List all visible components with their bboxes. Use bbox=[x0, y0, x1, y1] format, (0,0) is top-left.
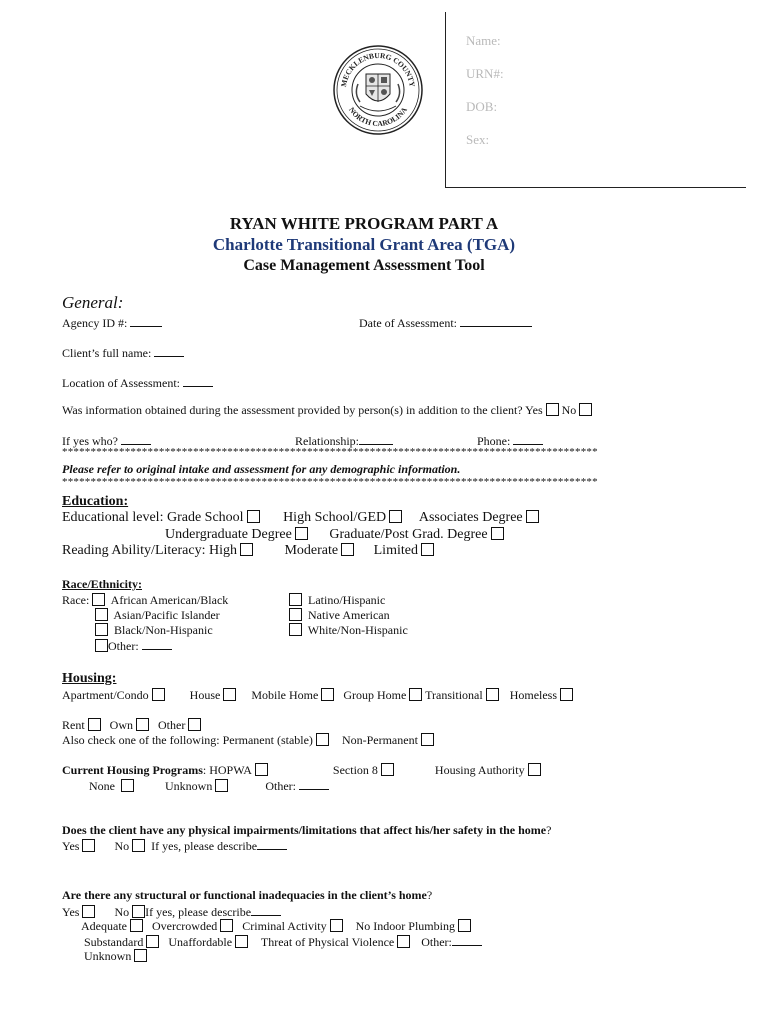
agency-id-field[interactable] bbox=[130, 315, 162, 327]
programs-other-label: Other: bbox=[265, 779, 296, 793]
date-assessment-field[interactable] bbox=[460, 315, 532, 327]
associates-checkbox[interactable] bbox=[526, 510, 539, 523]
structural-yes-label: Yes bbox=[62, 905, 80, 919]
group-home-label: Group Home bbox=[343, 688, 407, 702]
location-label: Location of Assessment: bbox=[62, 376, 180, 390]
rent-checkbox[interactable] bbox=[88, 718, 101, 731]
impairments-describe-field[interactable] bbox=[257, 838, 287, 850]
associates-label: Associates Degree bbox=[418, 510, 523, 525]
no-plumbing-checkbox[interactable] bbox=[458, 919, 471, 932]
housing-authority-label: Housing Authority bbox=[434, 763, 525, 777]
race-other-label: Other: bbox=[108, 639, 139, 653]
graduate-checkbox[interactable] bbox=[491, 527, 504, 540]
education-heading: Education: bbox=[62, 494, 129, 509]
substandard-label: Substandard bbox=[84, 935, 144, 949]
impairments-question: Does the client have any physical impairments/limitations that affect his/her safety in the home bbox=[62, 823, 547, 837]
divider-stars-bottom: ********************************************************************************************** bbox=[62, 476, 598, 488]
general-heading: General: bbox=[62, 293, 124, 312]
info-yes-label: Yes bbox=[525, 403, 543, 417]
permanent-checkbox[interactable] bbox=[316, 733, 329, 746]
criminal-label: Criminal Activity bbox=[242, 919, 327, 933]
hopwa-checkbox[interactable] bbox=[255, 763, 268, 776]
mobile-home-checkbox[interactable] bbox=[321, 688, 334, 701]
homeless-label: Homeless bbox=[509, 688, 558, 702]
undergrad-label: Undergraduate Degree bbox=[165, 527, 292, 542]
structural-yes-checkbox[interactable] bbox=[82, 905, 95, 918]
patient-id-box bbox=[445, 12, 746, 188]
section8-label: Section 8 bbox=[332, 763, 378, 777]
native-american-checkbox[interactable] bbox=[289, 608, 302, 621]
unaffordable-checkbox[interactable] bbox=[235, 935, 248, 948]
overcrowded-checkbox[interactable] bbox=[220, 919, 233, 932]
date-assessment-label: Date of Assessment: bbox=[359, 316, 457, 330]
refer-note: Please refer to original intake and assessment for any demographic information. bbox=[62, 462, 461, 476]
white-non-hispanic-label: White/Non-Hispanic bbox=[307, 623, 408, 637]
adequate-label: Adequate bbox=[81, 919, 127, 933]
non-permanent-label: Non-Permanent bbox=[341, 733, 418, 747]
relationship-field[interactable] bbox=[359, 433, 393, 445]
title-tool: Case Management Assessment Tool bbox=[243, 257, 485, 274]
apartment-label: Apartment/Condo bbox=[62, 688, 149, 702]
client-name-label: Client’s full name: bbox=[62, 346, 152, 360]
housing-programs-label: Current Housing Programs bbox=[62, 763, 203, 777]
id-dob-label: DOB: bbox=[466, 99, 498, 114]
structural-question: Are there any structural or functional inadequacies in the client’s home bbox=[62, 888, 427, 902]
structural-other-field[interactable] bbox=[452, 934, 482, 946]
high-school-checkbox[interactable] bbox=[389, 510, 402, 523]
race-black-row bbox=[92, 623, 213, 638]
race-african-row bbox=[62, 593, 228, 608]
impairments-no-checkbox[interactable] bbox=[132, 839, 145, 852]
impairments-question-row bbox=[62, 823, 551, 838]
group-home-checkbox[interactable] bbox=[409, 688, 422, 701]
race-other-row bbox=[92, 638, 172, 654]
structural-answer-row bbox=[62, 904, 281, 920]
impairments-yes-label: Yes bbox=[62, 839, 80, 853]
african-american-checkbox[interactable] bbox=[92, 593, 105, 606]
location-row bbox=[62, 375, 213, 391]
agency-id-label: Agency ID #: bbox=[62, 316, 128, 330]
id-name-label: Name: bbox=[466, 33, 501, 48]
county-seal-graphic bbox=[332, 44, 424, 136]
transitional-label: Transitional bbox=[425, 688, 483, 702]
no-plumbing-label: No Indoor Plumbing bbox=[355, 919, 455, 933]
own-label: Own bbox=[109, 718, 134, 732]
asian-checkbox[interactable] bbox=[95, 608, 108, 621]
impairments-describe-label: If yes, please describe bbox=[151, 839, 258, 853]
transitional-checkbox[interactable] bbox=[486, 688, 499, 701]
divider-stars-top: ********************************************************************************************** bbox=[62, 446, 598, 458]
race-label: Race: bbox=[62, 593, 90, 607]
title-program: RYAN WHITE PROGRAM PART A bbox=[229, 214, 499, 233]
location-field[interactable] bbox=[183, 375, 213, 387]
if-yes-who-label: If yes who? bbox=[62, 434, 118, 448]
race-heading: Race/Ethnicity: bbox=[62, 577, 142, 591]
relationship-label: Relationship: bbox=[295, 434, 359, 448]
hopwa-label: : HOPWA bbox=[202, 763, 252, 777]
education-level-label: Educational level: bbox=[62, 510, 164, 525]
phone-field[interactable] bbox=[513, 433, 543, 445]
info-no-label: No bbox=[561, 403, 577, 417]
own-checkbox[interactable] bbox=[136, 718, 149, 731]
structural-other-label: Other: bbox=[421, 935, 452, 949]
county-seal bbox=[332, 44, 424, 136]
race-latino-row bbox=[286, 593, 385, 608]
info-no-checkbox[interactable] bbox=[579, 403, 592, 416]
education-degree-row bbox=[165, 527, 507, 543]
structural-no-checkbox[interactable] bbox=[132, 905, 145, 918]
african-american-label: African American/Black bbox=[110, 593, 229, 607]
title-tga: Charlotte Transitional Grant Area (TGA) bbox=[212, 235, 516, 254]
grade-school-label: Grade School bbox=[166, 510, 244, 525]
programs-unknown-checkbox[interactable] bbox=[215, 779, 228, 792]
if-yes-who-field[interactable] bbox=[121, 433, 151, 445]
asian-label: Asian/Pacific Islander bbox=[113, 608, 220, 622]
reading-row bbox=[62, 543, 437, 559]
housing-type-row bbox=[62, 688, 576, 703]
programs-other-field[interactable] bbox=[299, 778, 329, 790]
race-other-checkbox[interactable] bbox=[95, 639, 108, 652]
adequate-checkbox[interactable] bbox=[130, 919, 143, 932]
overcrowded-label: Overcrowded bbox=[151, 919, 218, 933]
homeless-checkbox[interactable] bbox=[560, 688, 573, 701]
impairments-no-label: No bbox=[114, 839, 130, 853]
undergrad-checkbox[interactable] bbox=[295, 527, 308, 540]
latino-checkbox[interactable] bbox=[289, 593, 302, 606]
native-american-label: Native American bbox=[308, 608, 390, 622]
housing-permanence-row bbox=[62, 733, 437, 748]
reading-moderate-label: Moderate bbox=[284, 543, 339, 558]
info-question-row bbox=[62, 403, 595, 418]
programs-unknown-label: Unknown bbox=[165, 779, 213, 793]
date-assessment-row bbox=[359, 315, 532, 331]
latino-label: Latino/Hispanic bbox=[308, 593, 386, 607]
education-level-row bbox=[62, 510, 542, 526]
grade-school-checkbox[interactable] bbox=[247, 510, 260, 523]
high-school-label: High School/GED bbox=[283, 510, 387, 525]
seal-bottom-text: NORTH CAROLINA bbox=[347, 105, 409, 129]
structural-qmark: ? bbox=[426, 888, 433, 902]
race-native-row bbox=[286, 608, 390, 623]
seal-top-text: MECKLENBURG COUNTY bbox=[339, 50, 417, 88]
graduate-label: Graduate/Post Grad. Degree bbox=[329, 527, 488, 542]
structural-no-label: No bbox=[114, 905, 130, 919]
reading-limited-checkbox[interactable] bbox=[421, 543, 434, 556]
housing-heading: Housing: bbox=[62, 671, 117, 686]
impairments-yes-checkbox[interactable] bbox=[82, 839, 95, 852]
race-other-field[interactable] bbox=[142, 638, 172, 650]
structural-describe-field[interactable] bbox=[251, 904, 281, 916]
structural-question-row bbox=[62, 888, 432, 903]
non-permanent-checkbox[interactable] bbox=[421, 733, 434, 746]
house-checkbox[interactable] bbox=[223, 688, 236, 701]
info-question-text: Was information obtained during the assessment provided by person(s) in addition to the client? bbox=[62, 403, 523, 417]
unaffordable-label: Unaffordable bbox=[168, 935, 233, 949]
agency-id-row bbox=[62, 315, 162, 331]
structural-options-row1 bbox=[81, 919, 474, 934]
housing-programs-row bbox=[62, 763, 544, 778]
house-label: House bbox=[189, 688, 221, 702]
race-white-row bbox=[286, 623, 408, 638]
client-name-row bbox=[62, 345, 184, 361]
structural-options-row3 bbox=[84, 949, 150, 964]
programs-none-label: None bbox=[89, 779, 115, 793]
structural-describe-label: If yes, please describe bbox=[145, 905, 252, 919]
impairments-answer-row bbox=[62, 838, 287, 854]
substandard-checkbox[interactable] bbox=[146, 935, 159, 948]
section8-checkbox[interactable] bbox=[381, 763, 394, 776]
permanent-label: Also check one of the following: Permanent (stable) bbox=[62, 733, 313, 747]
client-name-field[interactable] bbox=[154, 345, 184, 357]
rent-label: Rent bbox=[62, 718, 85, 732]
id-sex-label: Sex: bbox=[466, 132, 490, 147]
apartment-checkbox[interactable] bbox=[152, 688, 165, 701]
reading-high-label: Reading Ability/Literacy: High bbox=[62, 543, 237, 558]
impairments-qmark: ? bbox=[546, 823, 552, 837]
housing-other-checkbox[interactable] bbox=[188, 718, 201, 731]
violence-label: Threat of Physical Violence bbox=[260, 935, 395, 949]
race-asian-row bbox=[92, 608, 220, 623]
housing-authority-checkbox[interactable] bbox=[528, 763, 541, 776]
criminal-checkbox[interactable] bbox=[330, 919, 343, 932]
phone-label: Phone: bbox=[477, 434, 511, 448]
structural-unknown-checkbox[interactable] bbox=[134, 949, 147, 962]
info-yes-checkbox[interactable] bbox=[546, 403, 559, 416]
housing-other-label: Other bbox=[158, 718, 186, 732]
id-urn-label: URN#: bbox=[466, 66, 504, 81]
reading-limited-label: Limited bbox=[373, 543, 418, 558]
structural-options-row2 bbox=[84, 934, 482, 950]
structural-unknown-label: Unknown bbox=[84, 949, 132, 963]
black-non-hispanic-label: Black/Non-Hispanic bbox=[114, 623, 213, 637]
reading-moderate-checkbox[interactable] bbox=[341, 543, 354, 556]
housing-tenure-row bbox=[62, 718, 204, 733]
violence-checkbox[interactable] bbox=[397, 935, 410, 948]
mobile-home-label: Mobile Home bbox=[251, 688, 319, 702]
reading-high-checkbox[interactable] bbox=[240, 543, 253, 556]
housing-programs-row2 bbox=[89, 778, 329, 794]
white-non-hispanic-checkbox[interactable] bbox=[289, 623, 302, 636]
programs-none-checkbox[interactable] bbox=[121, 779, 134, 792]
black-non-hispanic-checkbox[interactable] bbox=[95, 623, 108, 636]
